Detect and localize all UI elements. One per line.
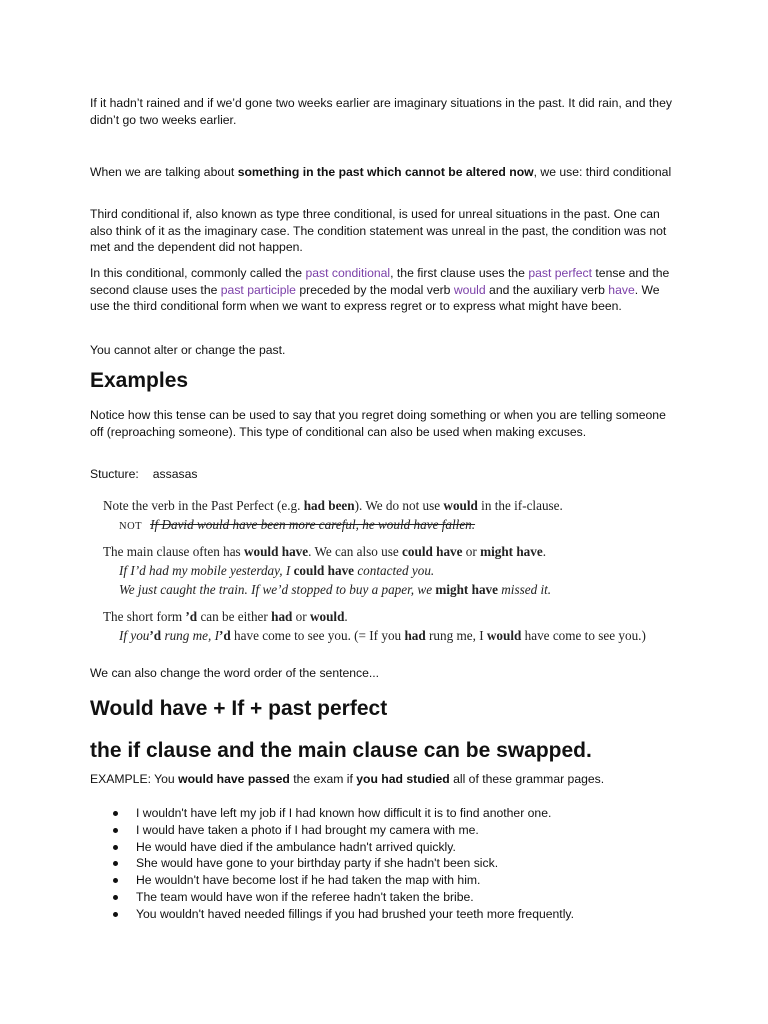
bullet-icon	[113, 861, 118, 866]
list-item-text: He would have died if the ambulance hadn't arrived quickly.	[136, 839, 456, 854]
snippet-text: or	[462, 544, 481, 559]
snippet-text: .	[344, 609, 348, 624]
snippet-text: Note the verb in the Past Perfect (e.g.	[103, 498, 304, 513]
explanation-text-c: tense and the second clause uses the	[90, 266, 670, 297]
explanation-text-b: , the first clause uses the	[390, 266, 529, 280]
example-list	[90, 805, 690, 923]
snippet-bold: had	[271, 609, 293, 624]
snippet-bold: had been	[303, 498, 355, 513]
snippet-line-3	[103, 542, 546, 562]
past-participle-link[interactable]: past participle	[220, 282, 296, 297]
snippet-bold: ’d	[185, 609, 198, 624]
word-order-paragraph: We can also change the word order of the sentence...	[90, 666, 380, 680]
snippet-line-4	[119, 561, 434, 581]
example-sentence	[90, 771, 680, 788]
explanation-text-a: In this conditional, commonly called the	[90, 266, 306, 280]
example-bold-1: would have passed	[178, 772, 290, 786]
snippet-bold: ’d	[219, 628, 231, 643]
snippet-text: have come to see you. (= If you	[230, 628, 405, 643]
formula-heading: Would have + If + past perfect	[90, 697, 388, 720]
list-item-text: You wouldn't haved needed fillings if you had brushed your teeth more frequently.	[136, 906, 574, 921]
snippet-text: We just caught the train. If we’d stopped to buy a paper, we	[119, 582, 436, 597]
structure-value: assasas	[152, 467, 198, 481]
snippet-text: have come to see you.)	[521, 628, 646, 643]
explanation-text-e: and the auxiliary verb	[485, 282, 609, 297]
snippet-text: missed it.	[497, 582, 552, 597]
snippet-text: . We can also use	[308, 544, 403, 559]
swap-heading: the if clause and the main clause can be swapped.	[90, 739, 592, 762]
snippet-line-5	[119, 580, 551, 600]
snippet-text: If you	[119, 628, 150, 643]
list-item	[90, 839, 690, 856]
bullet-icon	[113, 912, 118, 917]
structure-label: Stucture:	[90, 467, 139, 481]
list-item-text: I would have taken a photo if I had brought my camera with me.	[136, 822, 479, 837]
definition-emphasis: something in the past which cannot be altered now	[237, 165, 534, 179]
snippet-text: in the if-clause.	[477, 498, 563, 513]
list-item-text: She would have gone to your birthday party if she hadn't been sick.	[136, 856, 499, 871]
bullet-icon	[113, 828, 118, 833]
snippet-text: The main clause often has	[103, 544, 244, 559]
list-item-text: I wouldn't have left my job if I had known how difficult it is to find another one.	[136, 806, 552, 820]
snippet-bold: had	[404, 628, 426, 643]
structure-line	[90, 466, 680, 483]
snippet-bold: might have	[435, 582, 498, 597]
list-item-text: The team would have won if the referee hadn't taken the bribe.	[136, 889, 474, 904]
snippet-bold: would	[486, 628, 522, 643]
snippet-text: ). We do not use	[354, 498, 444, 513]
snippet-line-1	[103, 496, 563, 516]
bullet-icon	[113, 895, 118, 900]
snippet-line-2	[119, 515, 475, 537]
cannot-alter-paragraph: You cannot alter or change the past.	[90, 343, 286, 357]
snippet-bold: would	[443, 498, 478, 513]
definition-paragraph	[90, 164, 680, 181]
grammar-snippet	[103, 496, 693, 656]
definition-text-b: , we use: third conditional	[533, 165, 672, 179]
not-label: NOT	[119, 521, 143, 532]
third-conditional-paragraph: Third conditional if, also known as type three conditional, is used for unreal situations in the past. One can also think of it as the imaginary case. The condition statement was unreal in the past, the condition was not met and the dependent did not happen.	[90, 207, 667, 254]
notice-paragraph: Notice how this tense can be used to say that you regret doing something or when you are telling someone off (reproaching someone). This type of conditional can also be used when making excuses.	[90, 408, 666, 439]
snippet-text: can be either	[197, 609, 272, 624]
have-link[interactable]: have	[608, 282, 635, 297]
example-label: EXAMPLE: You	[90, 772, 179, 786]
example-bold-2: you had studied	[356, 772, 450, 786]
definition-text-a: When we are talking about	[90, 165, 238, 179]
explanation-text-d: preceded by the modal verb	[295, 282, 454, 297]
list-item	[90, 822, 690, 839]
list-item-text: He wouldn't have become lost if he had taken the map with him.	[136, 873, 481, 888]
snippet-bold: would have	[243, 544, 309, 559]
snippet-line-7	[119, 626, 646, 646]
past-perfect-link[interactable]: past perfect	[528, 266, 593, 280]
snippet-line-6	[103, 607, 348, 627]
list-item	[90, 889, 690, 906]
snippet-text: The short form	[103, 609, 186, 624]
snippet-text: contacted you.	[354, 563, 435, 578]
snippet-text: If I’d had my mobile yesterday, I	[119, 563, 294, 578]
list-item	[90, 906, 690, 923]
example-text: the exam if	[289, 772, 357, 786]
snippet-bold: could have	[293, 563, 355, 578]
bullet-icon	[113, 845, 118, 850]
snippet-bold: ’d	[149, 628, 162, 643]
would-link[interactable]: would	[453, 282, 486, 297]
snippet-bold: would	[309, 609, 345, 624]
list-item	[90, 805, 690, 822]
list-item	[90, 855, 690, 872]
bullet-icon	[113, 878, 118, 883]
snippet-text: .	[542, 544, 547, 559]
struck-example: If David would have been more careful, he would have fallen.	[150, 517, 476, 532]
snippet-text: rung me, I	[425, 628, 487, 643]
list-item	[90, 872, 690, 889]
intro-paragraph: If it hadn’t rained and if we’d gone two weeks earlier are imaginary situations in the past. It did rain, and they didn’t go two weeks earlier.	[90, 96, 672, 127]
snippet-text: or	[292, 609, 310, 624]
explanation-text-f: . We use the third conditional form when we want to express regret or to express what might have been.	[90, 282, 660, 313]
snippet-bold: could have	[402, 544, 463, 559]
bullet-icon	[113, 811, 118, 816]
snippet-text: rung me, I	[161, 628, 220, 643]
snippet-bold: might have	[480, 544, 543, 559]
conditional-explanation-paragraph	[90, 265, 680, 315]
examples-heading: Examples	[90, 369, 189, 392]
past-conditional-link[interactable]: past conditional	[305, 266, 391, 280]
example-text: all of these grammar pages.	[449, 772, 605, 786]
